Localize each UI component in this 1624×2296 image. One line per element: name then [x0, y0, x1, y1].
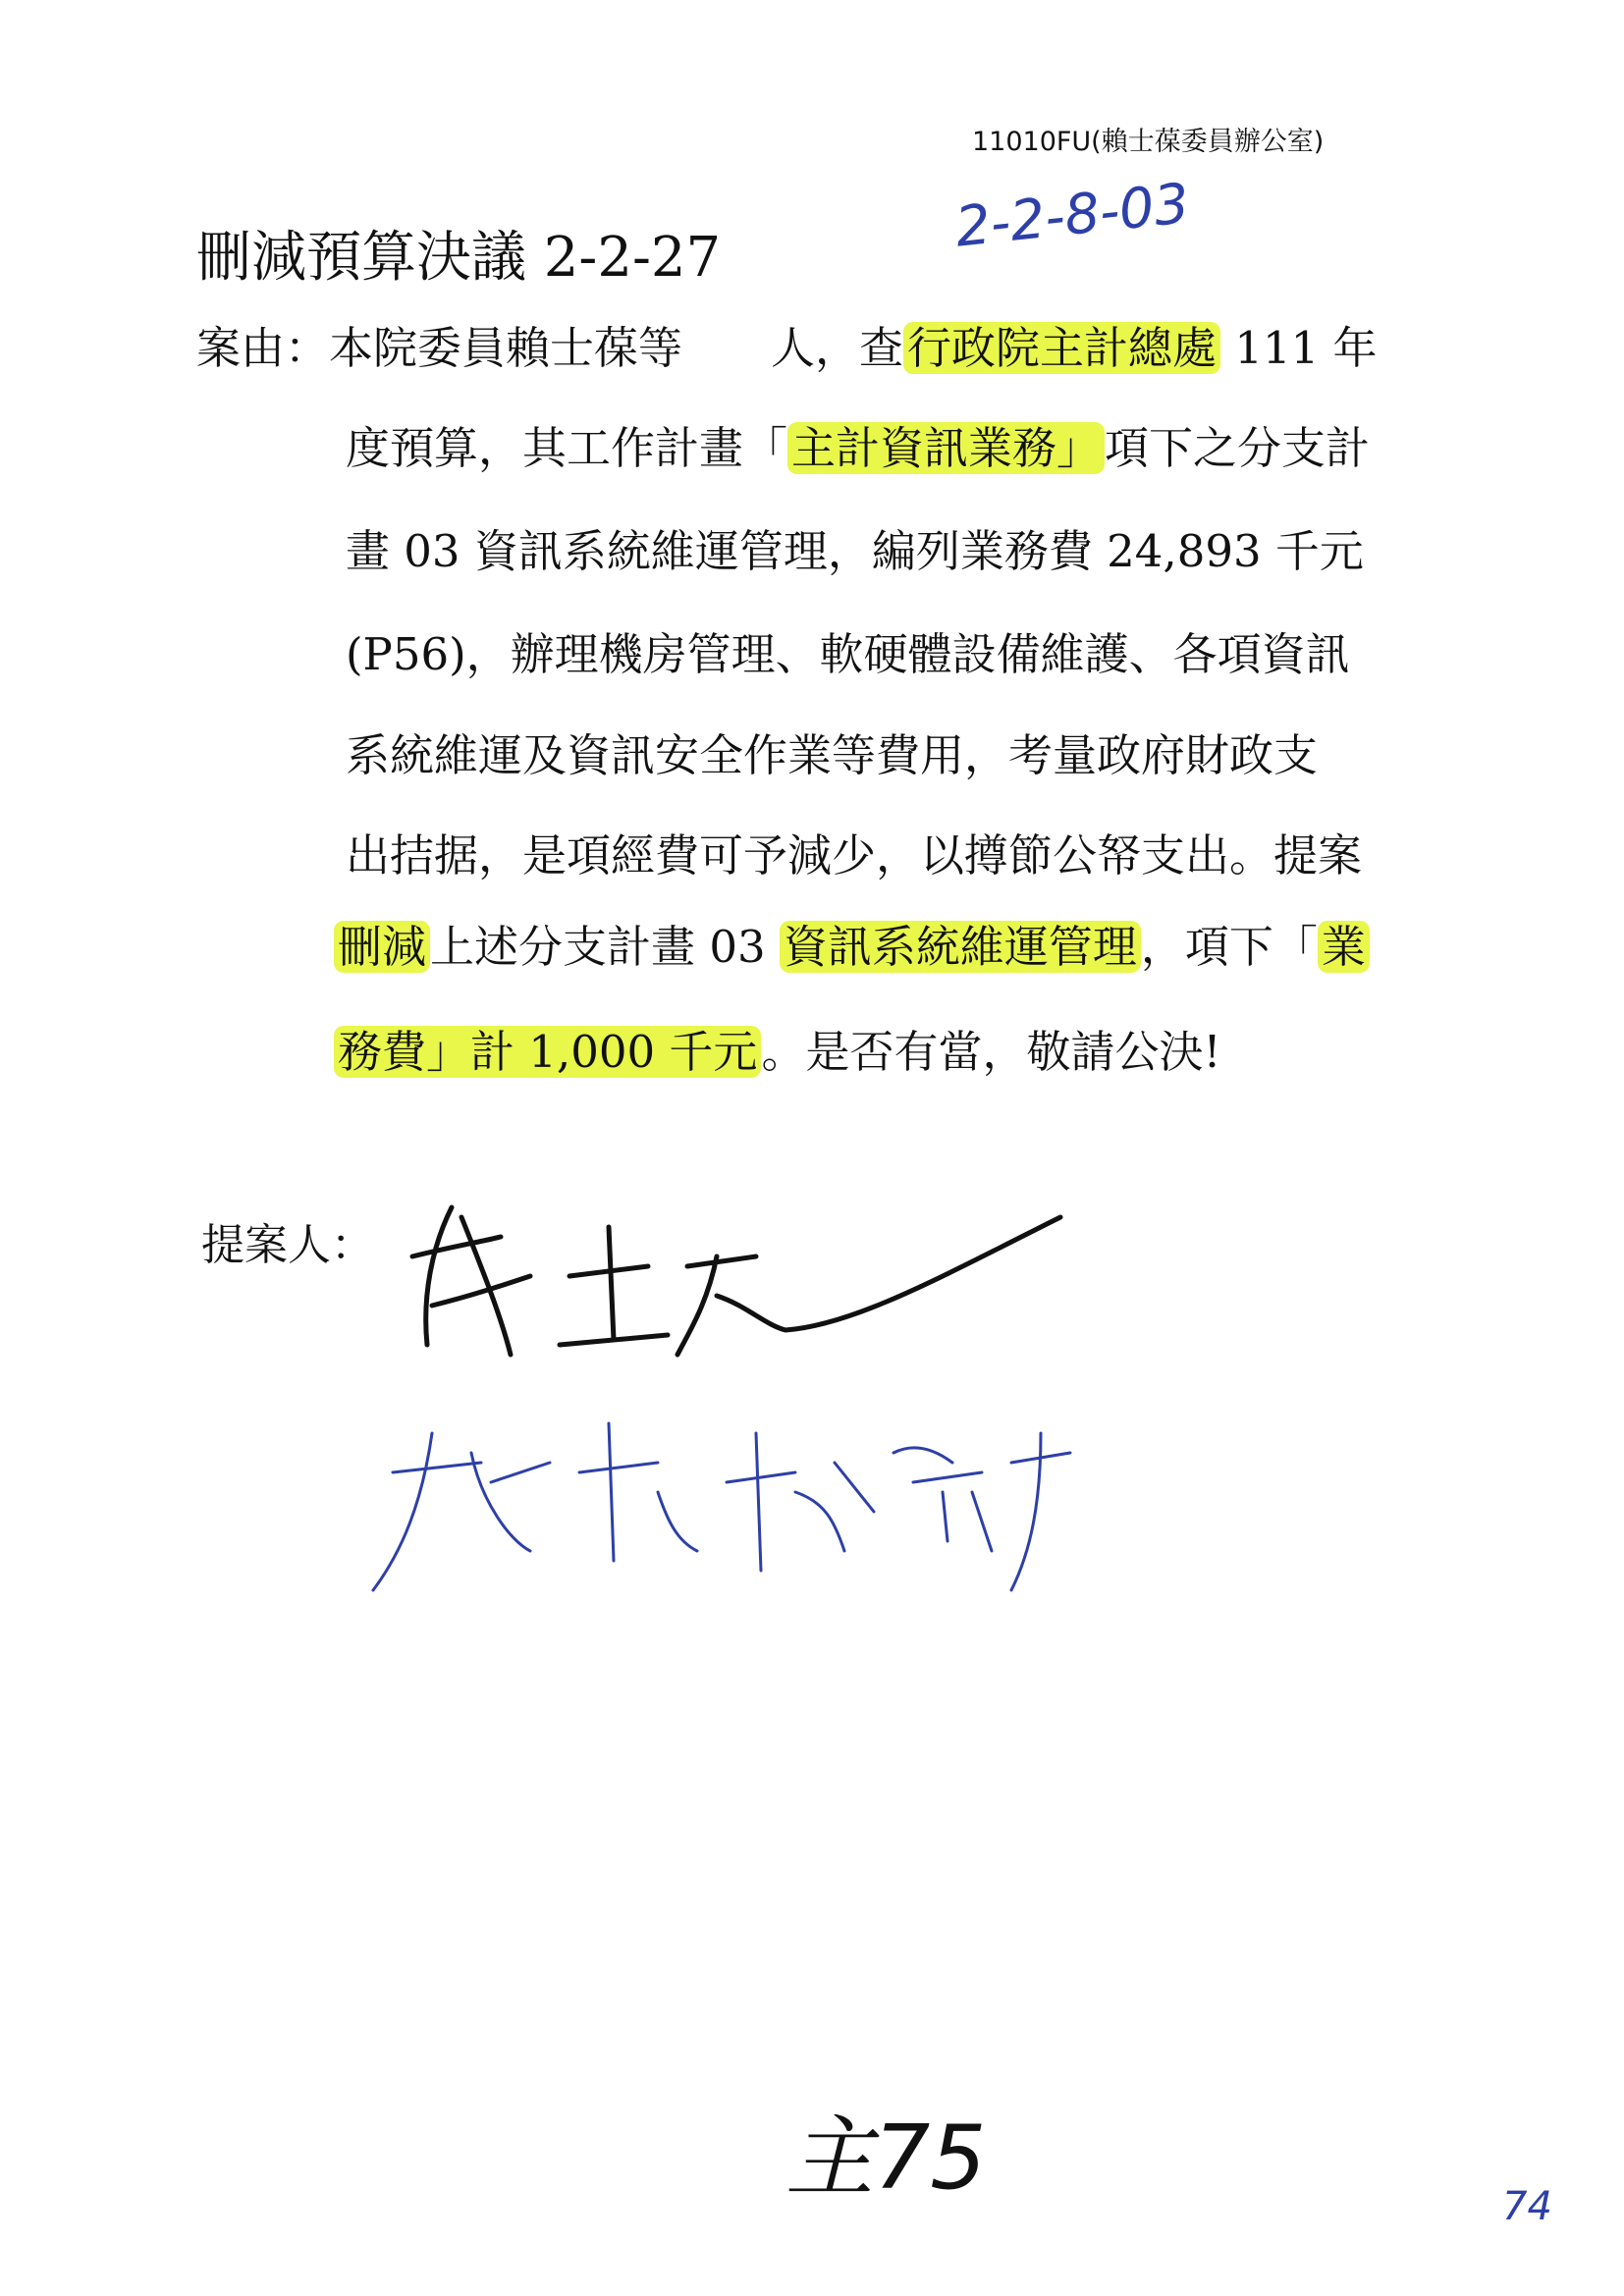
signature-primary — [393, 1158, 1080, 1394]
case-line-2: 度預算，其工作計畫「主計資訊業務」項下之分支計 — [346, 422, 1371, 474]
signature-secondary — [363, 1394, 1110, 1610]
handwritten-bottom-mark: 主75 — [785, 2107, 987, 2210]
document-title: 刪減預算決議 2-2-27 — [196, 226, 722, 290]
case-line-8: 務費」計 1,000 千元。是否有當，敬請公決! — [334, 1016, 1221, 1080]
case-line-4: (P56)，辦理機房管理、軟硬體設備維護、各項資訊 — [346, 628, 1350, 680]
case-line-3: 畫 03 資訊系統維運管理，編列業務費 24,893 千元 — [346, 525, 1364, 577]
page-number: 74 — [1502, 2184, 1552, 2229]
case-line-1: 案由：本院委員賴士葆等 人，查行政院主計總處 111 年 — [196, 322, 1378, 374]
case-line-5: 系統維運及資訊安全作業等費用，考量政府財政支 — [346, 729, 1319, 781]
proposer-label: 提案人： — [201, 1220, 374, 1270]
handwritten-code: 2-2-8-03 — [952, 172, 1193, 260]
case-line-7: 刪減上述分支計畫 03 資訊系統維運管理，項下「業 — [334, 911, 1370, 975]
office-code: 11010FU(賴士葆委員辦公室) — [972, 127, 1325, 157]
case-line-6: 出拮据，是項經費可予減少，以撙節公帑支出。提案 — [346, 829, 1363, 881]
